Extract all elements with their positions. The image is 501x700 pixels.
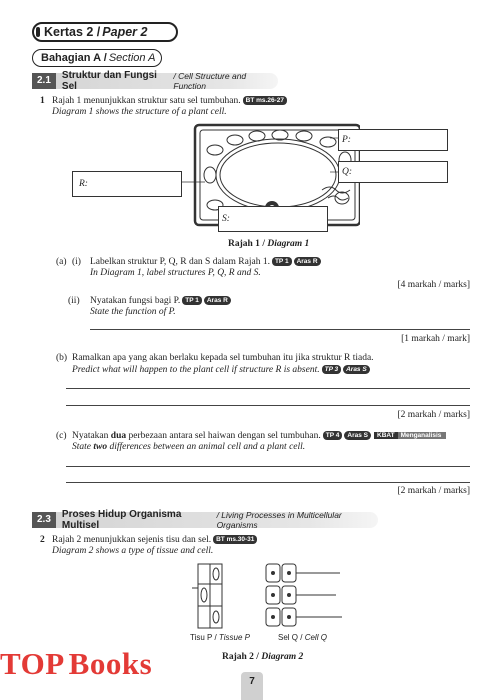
section-header — [32, 49, 162, 67]
label-box-s[interactable]: S: — [218, 206, 328, 232]
answer-line[interactable] — [66, 405, 470, 406]
tissue-p-drawing — [192, 562, 232, 630]
section-number: 2.1 — [32, 73, 56, 89]
section-topic: Struktur dan Fungsi Sel — [61, 70, 157, 92]
question-1-text: Rajah 1 menunjukkan struktur satu sel tumbuhan. BT ms.26-27 — [52, 95, 287, 107]
tp-badge: TP 1 — [272, 257, 292, 266]
answer-line[interactable] — [66, 466, 470, 467]
label-box-r[interactable]: R: — [72, 171, 182, 197]
tissue-p-label: Tisu P / Tissue P — [190, 633, 250, 642]
marks-a-ii: [1 markah / mark] — [401, 334, 470, 344]
cell-q-label: Sel Q / Cell Q — [278, 633, 327, 642]
tp-badge: TP 4 — [323, 431, 343, 440]
label-box-q[interactable]: Q: — [338, 161, 448, 183]
question-number: 2 — [40, 535, 45, 545]
part-a-i-text: Labelkan struktur P, Q, R dan S dalam Rajah 1. TP 1 Aras R — [90, 256, 321, 268]
part-b-text: Ramalkan apa yang akan berlaku kepada sel tumbuhan itu jika struktur R tiada. — [72, 353, 374, 363]
diagram-1-caption: Rajah 1 / Diagram 1 — [228, 239, 310, 249]
part-c-text: Nyatakan dua perbezaan antara sel haiwan dengan sel tumbuhan. TP 4 Aras S KBAT Menganalisis — [72, 430, 446, 442]
aras-badge: Aras R — [294, 257, 321, 266]
kbat-badge: KBAT Menganalisis — [374, 430, 446, 442]
part-b-text-en: Predict what will happen to the plant cell if structure R is absent. TP 3 Aras S — [72, 364, 370, 376]
section-topic: Proses Hidup Organisma Multisel — [61, 509, 182, 531]
section-bar-2-1 — [32, 70, 278, 92]
marks-a-i: [4 markah / marks] — [397, 280, 470, 290]
part-a-i-label: (i) — [72, 257, 81, 267]
question-2-text-en: Diagram 2 shows a type of tissue and cell. — [52, 546, 214, 556]
part-b-label: (b) — [56, 353, 68, 363]
marks-b: [2 markah / marks] — [397, 410, 470, 420]
part-a-ii-text: Nyatakan fungsi bagi P. TP 1 Aras R — [90, 295, 231, 307]
part-a-i-text-en: In Diagram 1, label structures P, Q, R and S. — [90, 268, 261, 278]
topbooks-logo: TOP Books — [0, 646, 153, 681]
paper-title-en: Paper 2 — [102, 25, 148, 39]
question-2-text: Rajah 2 menunjukkan sejenis tisu dan sel. BT ms.30-31 — [52, 534, 257, 546]
aras-badge: Aras S — [344, 431, 371, 440]
aras-badge: Aras R — [204, 296, 231, 305]
marks-c: [2 markah / marks] — [397, 486, 470, 496]
section-topic-en: / Cell Structure and Function — [173, 71, 247, 91]
section-number: 2.3 — [32, 512, 56, 528]
section-title: Bahagian A / — [41, 52, 107, 64]
answer-line[interactable] — [66, 482, 470, 483]
answer-line[interactable] — [90, 329, 470, 330]
part-a-label: (a) — [56, 257, 67, 267]
part-a-ii-text-en: State the function of P. — [90, 307, 176, 317]
paper-title: Kertas 2 / — [44, 25, 101, 39]
tp-badge: TP 3 — [322, 365, 342, 374]
part-c-label: (c) — [56, 431, 67, 441]
question-1-text-en: Diagram 1 shows the structure of a plant cell. — [52, 107, 227, 117]
tp-badge: TP 1 — [182, 296, 202, 305]
section-topic-en: / Living Processes in Multicellular Organisms — [216, 510, 342, 530]
book-ref-badge: BT ms.26-27 — [243, 96, 287, 105]
diagram-2-caption: Rajah 2 / Diagram 2 — [222, 652, 304, 662]
section-bar-2-3 — [32, 509, 378, 531]
part-c-text-en: State two differences between an animal cell and a plant cell. — [72, 442, 306, 452]
book-ref-badge: BT ms.30-31 — [213, 535, 257, 544]
question-number: 1 — [40, 96, 45, 106]
label-box-p[interactable]: P: — [338, 129, 448, 151]
part-a-ii-label: (ii) — [68, 296, 80, 306]
page-number: 7 — [241, 672, 263, 700]
paper-header — [32, 22, 178, 42]
cell-q-drawing — [264, 562, 344, 630]
section-title-en: Section A — [108, 52, 156, 64]
answer-line[interactable] — [66, 388, 470, 389]
aras-badge: Aras S — [343, 365, 370, 374]
